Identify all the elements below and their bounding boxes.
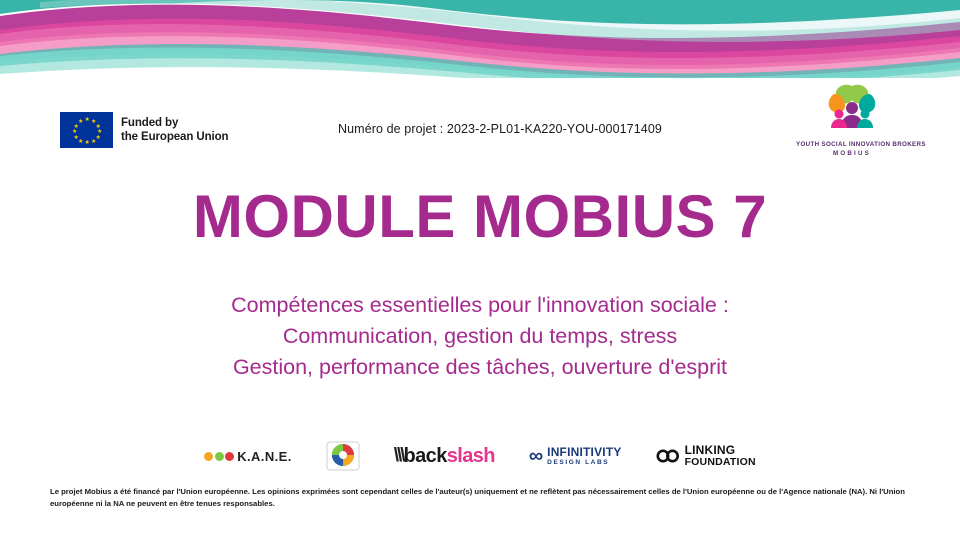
linking-sublabel: FOUNDATION <box>684 456 756 469</box>
eu-funded-line1: Funded by <box>121 116 179 129</box>
mobius-logo <box>796 82 926 160</box>
linked-rings-icon <box>656 448 680 464</box>
partner-logo-kane <box>204 441 291 471</box>
mobius-logo-caption: YOUTH SOCIAL INNOVATION BROKERS <box>796 141 926 148</box>
eu-flag-icon: ★ ★ ★ ★ ★ ★ ★ ★ ★ ★ ★ ★ <box>60 112 113 148</box>
infinitivity-label: INFINITIVITY <box>547 445 622 460</box>
subtitle-line-1: Compétences essentielles pour l'innovation sociale : <box>231 293 729 317</box>
eu-funded-logo <box>60 112 234 148</box>
partner-logos <box>0 438 960 474</box>
partner-logo-linking-foundation <box>656 441 756 471</box>
infinitivity-sublabel: DESIGN LABS <box>547 458 610 466</box>
infinity-icon: ∞ <box>528 445 544 467</box>
kane-dots-icon <box>204 452 234 461</box>
infinitivity-text-block <box>547 446 621 466</box>
mobius-people-icon <box>796 82 908 134</box>
backslash-bars-icon: \\\ <box>393 445 404 466</box>
partner-logo-backslash <box>394 441 495 471</box>
backslash-label-suffix: slash <box>446 444 495 467</box>
disclaimer-text: Le projet Mobius a été financé par l'Union européenne. Les opinions exprimées sont cependant celles de l'auteur(s) uniquement et ne reflètent pas nécessairement celles de l'Union européenne ou de l'Agence nationale (NA). Ni l'Union européenne ni la NA ne peuvent en être tenues responsables. <box>50 487 905 508</box>
partner-logo-colour-wheel <box>326 441 360 471</box>
colour-wheel-icon <box>326 441 360 471</box>
linking-label: LINKING <box>684 442 736 457</box>
decorative-brush-banner <box>0 0 960 78</box>
page-title: MODULE MOBIUS 7 <box>192 183 768 250</box>
mobius-logo-caption-secondary: MOBIUS <box>833 150 871 157</box>
page-subtitle <box>0 290 960 384</box>
eu-funded-line2: the European Union <box>121 131 229 143</box>
eu-funded-text <box>121 116 228 145</box>
backslash-label <box>404 445 495 468</box>
backslash-label-prefix: back <box>403 444 447 467</box>
project-number: Numéro de projet : 2023-2-PL01-KA220-YOU-000171409 <box>338 122 662 136</box>
subtitle-line-3: Gestion, performance des tâches, ouverture d'esprit <box>232 355 728 380</box>
partner-logo-infinitivity <box>529 441 622 471</box>
linking-text-block <box>685 444 756 469</box>
subtitle-line-2: Communication, gestion du temps, stress <box>282 324 678 349</box>
kane-label: K.A.N.E. <box>237 448 292 464</box>
